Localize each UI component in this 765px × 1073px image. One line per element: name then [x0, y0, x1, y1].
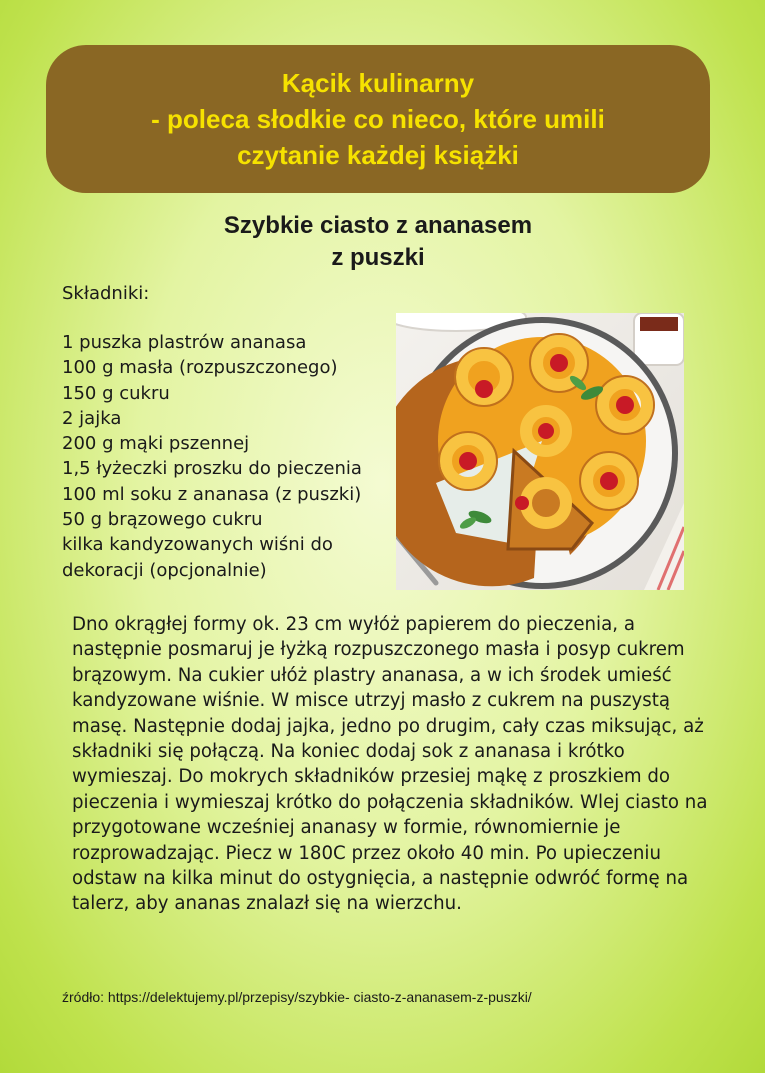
ingredient-item: 200 g mąki pszennej: [62, 433, 250, 455]
source-link[interactable]: źródło: https://delektujemy.pl/przepisy/szybkie- ciasto-z-ananasem-z-puszki/: [62, 989, 532, 1005]
ingredient-item: kilka kandyzowanych wiśni do: [62, 534, 333, 556]
header-banner: [46, 45, 710, 193]
pineapple-cake-illustration: [396, 313, 684, 590]
preparation-text: Dno okrągłej formy ok. 23 cm wyłóż papierem do pieczenia, a następnie posmaruj je łyżką rozpuszczonego masła i posyp cukrem brązowym. Na cukier ułóż plastry ananasa, a w ich środek umieść kandyzowane wiśnie. W misce utrzyj masło z cukrem na puszystą masę. Następnie dodaj jajka, jedno po drugim, cały czas miksując, aż składniki się połączą. Na koniec dodaj sok z ananasa i krótko wymieszaj. Do mokrych składników przesiej mąkę z proszkiem do pieczenia i wymieszaj krótko do połączenia składników. Wlej ciasto na przygotowane wcześniej ananasy w formie, równomiernie je rozprowadzając. Piecz w 180C przez około 40 min. Po upieczeniu odstaw na kilka minut do ostygnięcia, a następnie odwróć formę na talerz, aby ananas znalazł się na wierzchu.: [72, 614, 708, 915]
ingredient-item: 1,5 łyżeczki proszku do pieczenia: [62, 458, 362, 480]
recipe-title-line2: z puszki: [331, 244, 425, 271]
banner-subtitle-line2: czytanie każdej książki: [237, 140, 519, 170]
banner-title: Kącik kulinarny: [281, 68, 475, 98]
ingredient-item: 50 g brązowego cukru: [62, 509, 263, 531]
recipe-title-line1: Szybkie ciasto z ananasem: [223, 212, 533, 239]
ingredient-item: 2 jajka: [62, 407, 122, 429]
ingredient-item: 100 ml soku z ananasa (z puszki): [62, 483, 362, 505]
ingredients-list: [62, 330, 402, 583]
recipe-title: [150, 210, 606, 274]
ingredient-item: 150 g cukru: [62, 382, 170, 404]
cake-photo: [396, 313, 684, 590]
banner-subtitle-line1: - poleca słodkie co nieco, które umili: [151, 104, 605, 134]
ingredient-item: dekoracji (opcjonalnie): [62, 559, 267, 581]
ingredient-item: 100 g masła (rozpuszczonego): [62, 357, 338, 379]
ingredients-label: Składniki:: [62, 283, 150, 304]
ingredient-item: 1 puszka plastrów ananasa: [62, 332, 307, 353]
